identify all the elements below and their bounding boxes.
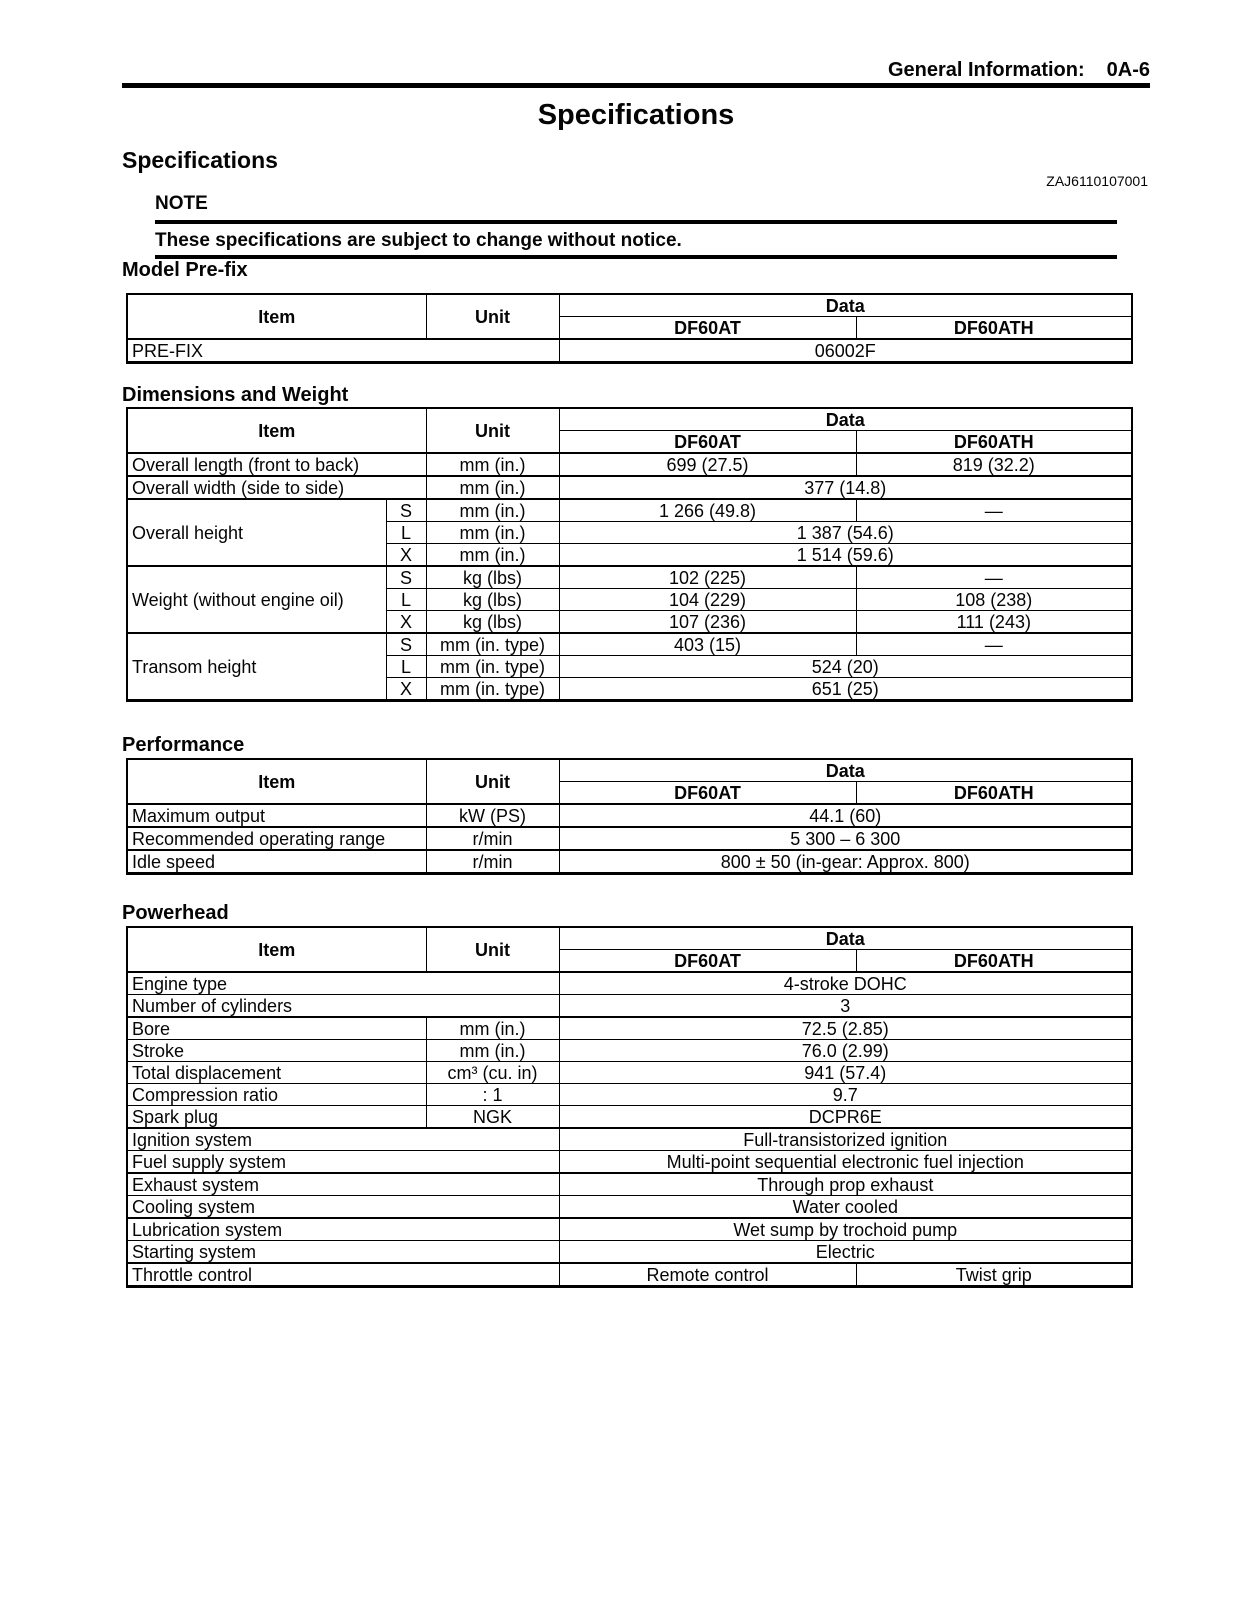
unit-cell: NGK	[426, 1106, 559, 1129]
table-row	[127, 972, 1132, 995]
table-row	[127, 1106, 1132, 1129]
unit-cell: mm (in.)	[426, 453, 559, 476]
table-row	[127, 1263, 1132, 1287]
table-mount	[126, 758, 1152, 875]
value-cell: 4-stroke DOHC	[559, 972, 1132, 995]
item-column-header: Item	[127, 294, 426, 339]
table-row	[127, 1173, 1132, 1196]
value-cell: 5 300 – 6 300	[559, 827, 1132, 850]
table-row	[127, 1040, 1132, 1062]
item-cell: Total displacement	[127, 1062, 426, 1084]
item-cell: Bore	[127, 1017, 426, 1040]
value-cell: Electric	[559, 1241, 1132, 1264]
model-column-header: DF60ATH	[856, 317, 1132, 340]
table-row	[127, 476, 1132, 499]
unit-cell: kg (lbs)	[426, 611, 559, 634]
specifications-heading: Specifications	[122, 147, 278, 173]
chapter-title: General Information:	[887, 59, 1085, 81]
sub-size-cell: L	[386, 656, 426, 678]
table-row	[127, 1196, 1132, 1219]
spec-table	[126, 758, 1133, 875]
value-cell: —	[856, 566, 1132, 589]
value-cell: 107 (236)	[559, 611, 856, 634]
table-row	[127, 1241, 1132, 1264]
section-powerhead	[122, 901, 1152, 1288]
item-cell: Compression ratio	[127, 1084, 426, 1106]
model-column-header: DF60AT	[559, 431, 856, 454]
model-column-header: DF60AT	[559, 950, 856, 973]
value-cell: —	[856, 633, 1132, 656]
item-cell: Idle speed	[127, 850, 426, 874]
value-cell: Full-transistorized ignition	[559, 1128, 1132, 1151]
value-cell: Twist grip	[856, 1263, 1132, 1287]
table-row	[127, 1151, 1132, 1174]
page-header	[122, 59, 1150, 81]
unit-cell: mm (in.)	[426, 522, 559, 544]
item-column-header: Item	[127, 408, 426, 453]
value-cell: 44.1 (60)	[559, 804, 1132, 827]
note-block	[155, 193, 1117, 259]
item-column-header: Item	[127, 759, 426, 804]
model-column-header: DF60ATH	[856, 782, 1132, 805]
item-cell: Engine type	[127, 972, 559, 995]
spec-table	[126, 293, 1133, 364]
table-header-row	[127, 408, 1132, 431]
value-cell: Multi-point sequential electronic fuel injection	[559, 1151, 1132, 1174]
table-row	[127, 453, 1132, 476]
unit-cell: mm (in.)	[426, 499, 559, 522]
value-cell: 72.5 (2.85)	[559, 1017, 1132, 1040]
note-text: These specifications are subject to change without notice.	[155, 230, 682, 251]
item-cell: Maximum output	[127, 804, 426, 827]
table-row	[127, 850, 1132, 874]
value-cell: 3	[559, 995, 1132, 1018]
unit-column-header: Unit	[426, 294, 559, 339]
unit-cell: kg (lbs)	[426, 566, 559, 589]
unit-cell: mm (in. type)	[426, 633, 559, 656]
value-cell: Remote control	[559, 1263, 856, 1287]
value-cell: —	[856, 499, 1132, 522]
item-cell: Cooling system	[127, 1196, 559, 1219]
sub-size-cell: X	[386, 611, 426, 634]
value-cell: 524 (20)	[559, 656, 1132, 678]
document-code: ZAJ6110107001	[1046, 173, 1148, 189]
table-row	[127, 827, 1132, 850]
value-cell: 102 (225)	[559, 566, 856, 589]
item-cell: Fuel supply system	[127, 1151, 559, 1174]
data-column-header: Data	[559, 927, 1132, 950]
table-row	[127, 804, 1132, 827]
value-cell: DCPR6E	[559, 1106, 1132, 1129]
table-mount	[126, 407, 1152, 702]
item-cell: Throttle control	[127, 1263, 559, 1287]
value-cell: 699 (27.5)	[559, 453, 856, 476]
value-cell: 111 (243)	[856, 611, 1132, 634]
table-row	[127, 499, 1132, 522]
table-mount	[126, 293, 1152, 364]
table-row	[127, 1128, 1132, 1151]
value-cell: Water cooled	[559, 1196, 1132, 1219]
table-row	[127, 566, 1132, 589]
data-column-header: Data	[559, 759, 1132, 782]
item-cell: Recommended operating range	[127, 827, 426, 850]
value-cell: 76.0 (2.99)	[559, 1040, 1132, 1062]
value-cell: 1 514 (59.6)	[559, 544, 1132, 567]
value-cell: 403 (15)	[559, 633, 856, 656]
model-column-header: DF60ATH	[856, 950, 1132, 973]
unit-cell: kW (PS)	[426, 804, 559, 827]
table-row	[127, 995, 1132, 1018]
item-cell: Weight (without engine oil)	[127, 566, 386, 633]
value-cell: 1 266 (49.8)	[559, 499, 856, 522]
unit-cell: kg (lbs)	[426, 589, 559, 611]
table-row	[127, 1062, 1132, 1084]
value-cell: 104 (229)	[559, 589, 856, 611]
table-section-title: Dimensions and Weight	[122, 384, 349, 406]
table-mount	[126, 926, 1152, 1288]
unit-cell: mm (in. type)	[426, 678, 559, 701]
model-column-header: DF60AT	[559, 317, 856, 340]
table-section-title: Model Pre-fix	[122, 259, 248, 281]
table-header-row	[127, 759, 1132, 782]
value-cell: Through prop exhaust	[559, 1173, 1132, 1196]
item-cell: PRE-FIX	[127, 339, 559, 363]
item-cell: Starting system	[127, 1241, 559, 1264]
table-header-row	[127, 927, 1132, 950]
item-cell: Overall length (front to back)	[127, 453, 426, 476]
model-column-header: DF60AT	[559, 782, 856, 805]
section-performance	[122, 733, 1152, 875]
model-column-header: DF60ATH	[856, 431, 1132, 454]
item-cell: Ignition system	[127, 1128, 559, 1151]
table-row	[127, 339, 1132, 363]
unit-cell: : 1	[426, 1084, 559, 1106]
value-cell: 651 (25)	[559, 678, 1132, 701]
value-cell: 941 (57.4)	[559, 1062, 1132, 1084]
document-title: Specifications	[537, 99, 735, 131]
unit-cell: mm (in.)	[426, 544, 559, 567]
page-number: 0A-6	[1106, 59, 1150, 81]
note-rule-top	[155, 220, 1117, 224]
section-dimensions-and-weight	[122, 383, 1152, 702]
table-row	[127, 1218, 1132, 1241]
value-cell: 377 (14.8)	[559, 476, 1132, 499]
item-column-header: Item	[127, 927, 426, 972]
section-model-pre-fix	[122, 258, 1152, 364]
item-cell: Overall width (side to side)	[127, 476, 426, 499]
value-cell: 9.7	[559, 1084, 1132, 1106]
spec-table	[126, 926, 1133, 1288]
unit-cell: mm (in.)	[426, 1017, 559, 1040]
value-cell: 1 387 (54.6)	[559, 522, 1132, 544]
sub-size-cell: X	[386, 678, 426, 701]
value-cell: 108 (238)	[856, 589, 1132, 611]
unit-cell: mm (in. type)	[426, 656, 559, 678]
unit-cell: r/min	[426, 850, 559, 874]
table-row	[127, 633, 1132, 656]
sub-size-cell: X	[386, 544, 426, 567]
value-cell: 819 (32.2)	[856, 453, 1132, 476]
value-cell: 06002F	[559, 339, 1132, 363]
table-header-row	[127, 294, 1132, 317]
item-cell: Number of cylinders	[127, 995, 559, 1018]
item-cell: Transom height	[127, 633, 386, 701]
value-cell: Wet sump by trochoid pump	[559, 1218, 1132, 1241]
item-cell: Spark plug	[127, 1106, 426, 1129]
table-row	[127, 1017, 1132, 1040]
sub-size-cell: S	[386, 566, 426, 589]
unit-cell: mm (in.)	[426, 1040, 559, 1062]
unit-cell: r/min	[426, 827, 559, 850]
unit-cell: mm (in.)	[426, 476, 559, 499]
sub-size-cell: L	[386, 522, 426, 544]
header-rule	[122, 83, 1150, 88]
table-section-title: Performance	[122, 734, 245, 756]
data-column-header: Data	[559, 294, 1132, 317]
unit-column-header: Unit	[426, 927, 559, 972]
data-column-header: Data	[559, 408, 1132, 431]
note-label: NOTE	[155, 193, 208, 214]
unit-cell: cm³ (cu. in)	[426, 1062, 559, 1084]
item-cell: Stroke	[127, 1040, 426, 1062]
spec-table	[126, 407, 1133, 702]
sub-size-cell: S	[386, 633, 426, 656]
sub-size-cell: S	[386, 499, 426, 522]
item-cell: Exhaust system	[127, 1173, 559, 1196]
sub-size-cell: L	[386, 589, 426, 611]
item-cell: Lubrication system	[127, 1218, 559, 1241]
table-section-title: Powerhead	[122, 902, 229, 924]
item-cell: Overall height	[127, 499, 386, 566]
table-row	[127, 1084, 1132, 1106]
value-cell: 800 ± 50 (in-gear: Approx. 800)	[559, 850, 1132, 874]
unit-column-header: Unit	[426, 759, 559, 804]
unit-column-header: Unit	[426, 408, 559, 453]
